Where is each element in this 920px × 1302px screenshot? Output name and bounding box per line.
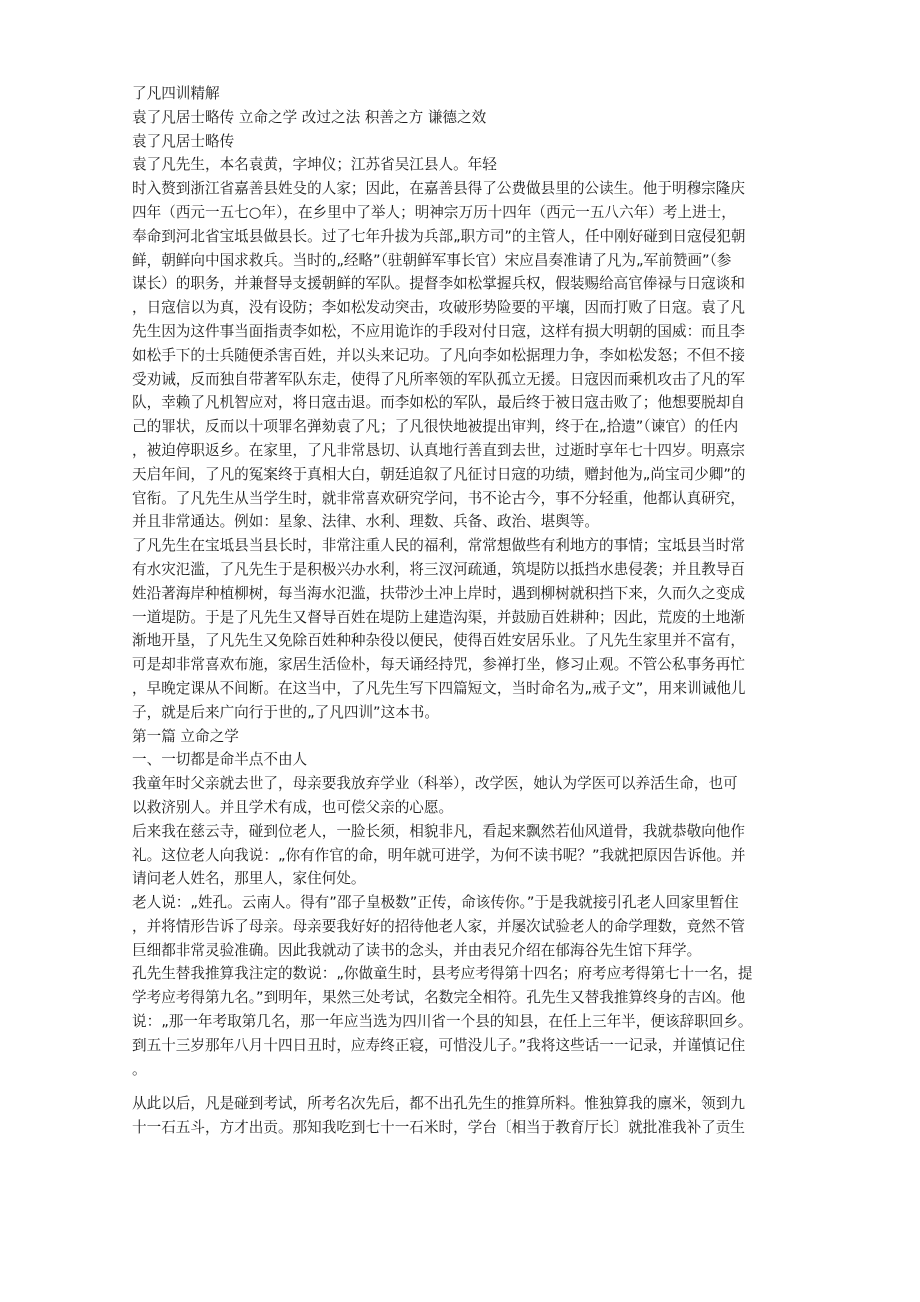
text-line: 官衔。了凡先生从当学生时，就非常喜欢研究学问，书不论古今，事不分轻重，他都认真研究， xyxy=(132,489,745,507)
text-line: 奉命到河北省宝坻县做县长。过了七年升拔为兵部„职方司”的主管人，任中刚好碰到日寇侵犯朝 xyxy=(132,227,746,245)
text-line: 时入赘到浙江省嘉善县姓殳的人家；因此，在嘉善县得了公费做县里的公读生。他于明穆宗隆庆 xyxy=(132,180,745,198)
text-line: 老人说：„姓孔。云南人。得有”邵子皇极数”正传，命该传你。”于是我就接引孔老人回家里暂住 xyxy=(132,894,739,912)
text-line: 一道堤防。于是了凡先生又督导百姓在堤防上建造沟渠，并鼓励百姓耕种；因此，荒废的土地渐 xyxy=(132,608,745,626)
text-line: 。 xyxy=(132,1060,147,1078)
paragraph-gap xyxy=(132,1081,792,1092)
text-line: 队，幸赖了凡机智应对，将日寇击退。而李如松的军队，最后终于被日寇击败了；他想要脱却自 xyxy=(132,394,745,412)
text-line: 孔先生替我推算我注定的数说：„你做童生时，县考应考得第十四名；府考应考得第七十一名，提 xyxy=(132,965,753,983)
section-title: 一、一切都是命半点不由人 xyxy=(132,751,308,769)
document-subtitle: 袁了凡居士略传 立命之学 改过之法 积善之方 谦德之效 xyxy=(132,108,487,126)
text-line: 天启年间，了凡的冤案终于真相大白，朝廷追叙了凡征讨日寇的功绩，赠封他为„尚宝司少卿”的 xyxy=(132,465,746,483)
text-line: 谋长）的职务，并兼督导支援朝鲜的军队。提督李如松掌握兵权，假装赐给高官俸禄与日寇谈和 xyxy=(132,275,745,293)
text-line: 礼。这位老人向我说：„你有作官的命，明年就可进学，为何不读书呢？”我就把原因告诉他。并 xyxy=(132,846,746,864)
text-line: 学考应考得第九名。”到明年，果然三处考试，名数完全相符。孔先生又替我推算终身的吉凶。他 xyxy=(132,989,746,1007)
text-line: 以救济别人。并且学术有成，也可偿父亲的心愿。 xyxy=(132,798,454,816)
text-line: 说：„那一年考取第几名，那一年应当选为四川省一个县的知县，在任上三年半，便该辞职回乡。 xyxy=(132,1013,753,1031)
text-line: 姓沿著海岸种植柳树，每当海水氾滥，扶带沙土冲上岸时，遇到柳树就积挡下来，久而久之变成 xyxy=(132,584,745,602)
text-line: ，早晚定课从不间断。在这当中，了凡先生写下四篇短文，当时命名为„戒子文”，用来训诫他儿 xyxy=(132,679,746,697)
paragraph xyxy=(132,962,792,1081)
text-line: 有水灾氾滥，了凡先生于是积极兴办水利，将三汊河疏通，筑堤防以抵挡水患侵袭；并且教导百 xyxy=(132,560,745,578)
text-line: 己的罪状，反而以十项罪名弹劾袁了凡；了凡很快地被提出审判，终于在„拾遗”（谏官）的任内 xyxy=(132,418,739,436)
text-line: 到五十三岁那年八月十四日丑时，应寿终正寝，可惜没儿子。”我将这些话一一记录，并谨慎记住 xyxy=(132,1036,746,1054)
text-line: 四年（西元一五七○年），在乡里中了举人；明神宗万历十四年（西元一五八六年）考上进士， xyxy=(132,203,736,221)
paragraph xyxy=(132,820,792,891)
text-line: 受劝诫，反而独自带著军队东走，使得了凡所率领的军队孤立无援。日寇因而乘机攻击了凡的军 xyxy=(132,370,745,388)
text-line: 请问老人姓名，那里人，家住何处。 xyxy=(132,870,366,888)
document-page xyxy=(132,82,792,1140)
text-line: 先生因为这件事当面指责李如松，不应用诡诈的手段对付日寇，这样有损大明朝的国威：而且李 xyxy=(132,322,745,340)
paragraph xyxy=(132,891,792,962)
text-line: ，日寇信以为真，没有设防；李如松发动突击，攻破形势险要的平壤，因而打败了日寇。袁了凡 xyxy=(132,299,745,317)
text-line: 十一石五斗，方才出贡。那知我吃到七十一石米时，学台〔相当于教育厅长〕就批准我补了贡生 xyxy=(132,1119,745,1137)
biography-paragraph-2 xyxy=(132,534,792,724)
document-title: 了凡四训精解 xyxy=(132,85,220,102)
text-line: 从此以后，凡是碰到考试，所考名次先后，都不出孔先生的推算所料。惟独算我的廪米，领到九 xyxy=(132,1095,745,1113)
text-line: 鲜，朝鲜向中国求救兵。当时的„经略”（驻朝鲜军事长官）宋应昌奏准请了凡为„军前赞画”（参 xyxy=(132,251,732,269)
text-line: 后来我在慈云寺，碰到位老人，一脸长须，相貌非凡，看起来飘然若仙风道骨，我就恭敬向他作 xyxy=(132,822,745,840)
text-line: 可是却非常喜欢布施，家居生活俭朴，每天诵经持咒，参禅打坐，修习止观。不管公私事务再忙 xyxy=(132,656,745,674)
text-line: 如松手下的士兵随便杀害百姓，并以头来记功。了凡向李如松据理力争，李如松发怒；不但不接 xyxy=(132,346,745,364)
biography-heading: 袁了凡居士略传 xyxy=(132,132,235,150)
text-line: 巨细都非常灵验准确。因此我就动了读书的念头，并由表兄介绍在郁海谷先生馆下拜学。 xyxy=(132,941,702,959)
text-line: 并且非常通达。例如：星象、法律、水利、理数、兵备、政治、堪舆等。 xyxy=(132,513,600,531)
paragraph xyxy=(132,772,792,820)
text-line: 了凡先生在宝坻县当县长时，非常注重人民的福利，常常想做些有利地方的事情；宝坻县当时常 xyxy=(132,537,745,555)
biography-paragraph-1 xyxy=(132,177,792,534)
text-line: ，被迫停职返乡。在家里，了凡非常恳切、认真地行善直到去世，过逝时享年七十四岁。明熹宗 xyxy=(132,441,745,459)
chapter-title: 第一篇 立命之学 xyxy=(132,727,239,745)
biography-first-line: 袁了凡先生，本名袁黄，字坤仪；江苏省吴江县人。年轻 xyxy=(132,156,497,174)
paragraph xyxy=(132,1092,792,1140)
text-line: 我童年时父亲就去世了，母亲要我放弃学业（科举），改学医，她认为学医可以养活生命，也可 xyxy=(132,775,738,793)
text-line: 子，就是后来广向行于世的„了凡四训”这本书。 xyxy=(132,703,439,721)
text-line: 渐地开垦，了凡先生又免除百姓种种杂役以便民，使得百姓安居乐业。了凡先生家里并不富有， xyxy=(132,632,745,650)
text-line: ，并将情形告诉了母亲。母亲要我好好的招待他老人家，并屡次试验老人的命学理数，竟然不管 xyxy=(132,917,745,935)
